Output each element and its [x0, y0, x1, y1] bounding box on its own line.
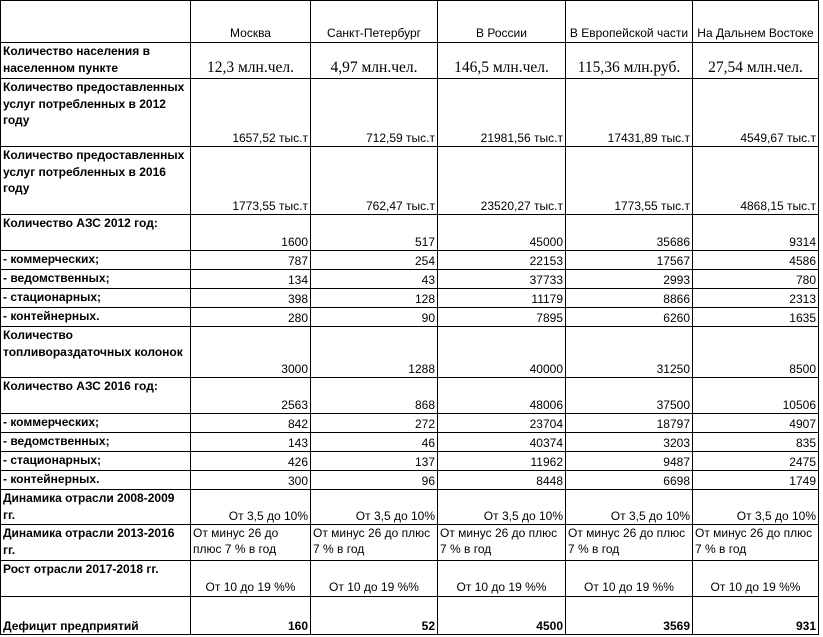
- cell-value: 4868,15 тыс.т: [693, 147, 819, 215]
- cell-value: 128: [311, 289, 438, 308]
- cell-value: 4907: [693, 414, 819, 433]
- cell-value: 37733: [438, 270, 566, 289]
- header-corner: [1, 1, 191, 43]
- table-row: [1, 597, 819, 635]
- cell-value: 6260: [566, 308, 693, 327]
- cell-value: 3203: [566, 433, 693, 452]
- row-label: Количество топливораздаточных колонок: [1, 327, 191, 378]
- table-row: [1, 490, 819, 525]
- row-label: Дефицит предприятий: [1, 597, 191, 635]
- cell-value: 18797: [566, 414, 693, 433]
- cell-value: 43: [311, 270, 438, 289]
- cell-value: 23520,27 тыс.т: [438, 147, 566, 215]
- cell-value: 31250: [566, 327, 693, 378]
- cell-value: 835: [693, 433, 819, 452]
- cell-value: 137: [311, 452, 438, 471]
- row-label: - контейнерных.: [1, 308, 191, 327]
- cell-value: 4500: [438, 597, 566, 635]
- cell-value: От 3,5 до 10%: [438, 490, 566, 525]
- cell-value: 90: [311, 308, 438, 327]
- table-row: [1, 471, 819, 490]
- cell-value: 426: [191, 452, 311, 471]
- cell-value: 3569: [566, 597, 693, 635]
- cell-value: От 10 до 19 %%: [566, 561, 693, 597]
- row-label: Количество АЗС 2016 год:: [1, 378, 191, 414]
- cell-value: 48006: [438, 378, 566, 414]
- cell-value: 160: [191, 597, 311, 635]
- header-moscow: Москва: [191, 1, 311, 43]
- cell-value: 517: [311, 215, 438, 251]
- cell-value: 8866: [566, 289, 693, 308]
- cell-value: 1288: [311, 327, 438, 378]
- cell-value: 115,36 млн.руб.: [566, 43, 693, 79]
- cell-value: 842: [191, 414, 311, 433]
- cell-value: 300: [191, 471, 311, 490]
- row-label: - ведомственных;: [1, 433, 191, 452]
- cell-value: 8500: [693, 327, 819, 378]
- row-label: Динамика отрасли 2008-2009 гг.: [1, 490, 191, 525]
- table-row: [1, 452, 819, 471]
- table-row: [1, 289, 819, 308]
- cell-value: 2993: [566, 270, 693, 289]
- cell-value: 40000: [438, 327, 566, 378]
- cell-value: 143: [191, 433, 311, 452]
- row-label: Количество предоставленных услуг потребленных в 2012 году: [1, 79, 191, 147]
- cell-value: 868: [311, 378, 438, 414]
- cell-value: 931: [693, 597, 819, 635]
- cell-value: 280: [191, 308, 311, 327]
- table-row: [1, 270, 819, 289]
- header-spb: Санкт-Петербург: [311, 1, 438, 43]
- cell-value: 35686: [566, 215, 693, 251]
- header-far-east: На Дальнем Востоке: [693, 1, 819, 43]
- cell-value: 2313: [693, 289, 819, 308]
- cell-value: От минус 26 до плюс 7 % в год: [438, 525, 566, 561]
- cell-value: 1749: [693, 471, 819, 490]
- cell-value: 1635: [693, 308, 819, 327]
- row-label: - стационарных;: [1, 289, 191, 308]
- cell-value: 8448: [438, 471, 566, 490]
- cell-value: 17567: [566, 251, 693, 270]
- cell-value: 1773,55 тыс.т: [191, 147, 311, 215]
- row-label: - стационарных;: [1, 452, 191, 471]
- row-label: - ведомственных;: [1, 270, 191, 289]
- cell-value: От 3,5 до 10%: [693, 490, 819, 525]
- cell-value: От 10 до 19 %%: [693, 561, 819, 597]
- table-row: [1, 378, 819, 414]
- cell-value: 11962: [438, 452, 566, 471]
- cell-value: 17431,89 тыс.т: [566, 79, 693, 147]
- cell-value: 1657,52 тыс.т: [191, 79, 311, 147]
- cell-value: 398: [191, 289, 311, 308]
- cell-value: 787: [191, 251, 311, 270]
- table-row: [1, 525, 819, 561]
- cell-value: 46: [311, 433, 438, 452]
- cell-value: 4549,67 тыс.т: [693, 79, 819, 147]
- cell-value: 2475: [693, 452, 819, 471]
- header-europe: В Европейской части: [566, 1, 693, 43]
- cell-value: 12,3 млн.чел.: [191, 43, 311, 79]
- row-label: Рост отрасли 2017-2018 гг.: [1, 561, 191, 597]
- cell-value: От минус 26 до плюс 7 % в год: [693, 525, 819, 561]
- header-russia: В России: [438, 1, 566, 43]
- cell-value: 762,47 тыс.т: [311, 147, 438, 215]
- table-row: [1, 251, 819, 270]
- cell-value: 23704: [438, 414, 566, 433]
- header-row: [1, 1, 819, 43]
- cell-value: 1600: [191, 215, 311, 251]
- cell-value: 10506: [693, 378, 819, 414]
- row-label: Количество предоставленных услуг потребленных в 2016 году: [1, 147, 191, 215]
- table-row: [1, 43, 819, 79]
- cell-value: 9487: [566, 452, 693, 471]
- cell-value: 712,59 тыс.т: [311, 79, 438, 147]
- row-label: Количество населения в населенном пункте: [1, 43, 191, 79]
- cell-value: 52: [311, 597, 438, 635]
- cell-value: 2563: [191, 378, 311, 414]
- table-row: [1, 79, 819, 147]
- table-row: [1, 433, 819, 452]
- cell-value: 134: [191, 270, 311, 289]
- cell-value: 4586: [693, 251, 819, 270]
- table-row: [1, 147, 819, 215]
- cell-value: От 10 до 19 %%: [191, 561, 311, 597]
- cell-value: 37500: [566, 378, 693, 414]
- cell-value: От 3,5 до 10%: [311, 490, 438, 525]
- cell-value: 780: [693, 270, 819, 289]
- row-label: - коммерческих;: [1, 414, 191, 433]
- cell-value: 4,97 млн.чел.: [311, 43, 438, 79]
- cell-value: От 10 до 19 %%: [438, 561, 566, 597]
- cell-value: 254: [311, 251, 438, 270]
- row-label: - контейнерных.: [1, 471, 191, 490]
- cell-value: 9314: [693, 215, 819, 251]
- cell-value: От минус 26 до плюс 7 % в год: [311, 525, 438, 561]
- cell-value: 45000: [438, 215, 566, 251]
- row-label: Количество АЗС 2012 год:: [1, 215, 191, 251]
- cell-value: 22153: [438, 251, 566, 270]
- cell-value: 7895: [438, 308, 566, 327]
- cell-value: 11179: [438, 289, 566, 308]
- cell-value: 21981,56 тыс.т: [438, 79, 566, 147]
- cell-value: От минус 26 до плюс 7 % в год: [191, 525, 311, 561]
- cell-value: 3000: [191, 327, 311, 378]
- cell-value: 1773,55 тыс.т: [566, 147, 693, 215]
- row-label: Динамика отрасли 2013-2016 гг.: [1, 525, 191, 561]
- table-row: [1, 561, 819, 597]
- cell-value: 96: [311, 471, 438, 490]
- cell-value: 146,5 млн.чел.: [438, 43, 566, 79]
- cell-value: 6698: [566, 471, 693, 490]
- cell-value: 40374: [438, 433, 566, 452]
- cell-value: От 3,5 до 10%: [191, 490, 311, 525]
- table-row: [1, 215, 819, 251]
- table-row: [1, 327, 819, 378]
- row-label: - коммерческих;: [1, 251, 191, 270]
- cell-value: От 10 до 19 %%: [311, 561, 438, 597]
- table-row: [1, 414, 819, 433]
- cell-value: 272: [311, 414, 438, 433]
- table-row: [1, 308, 819, 327]
- cell-value: От 3,5 до 10%: [566, 490, 693, 525]
- cell-value: От минус 26 до плюс 7 % в год: [566, 525, 693, 561]
- cell-value: 27,54 млн.чел.: [693, 43, 819, 79]
